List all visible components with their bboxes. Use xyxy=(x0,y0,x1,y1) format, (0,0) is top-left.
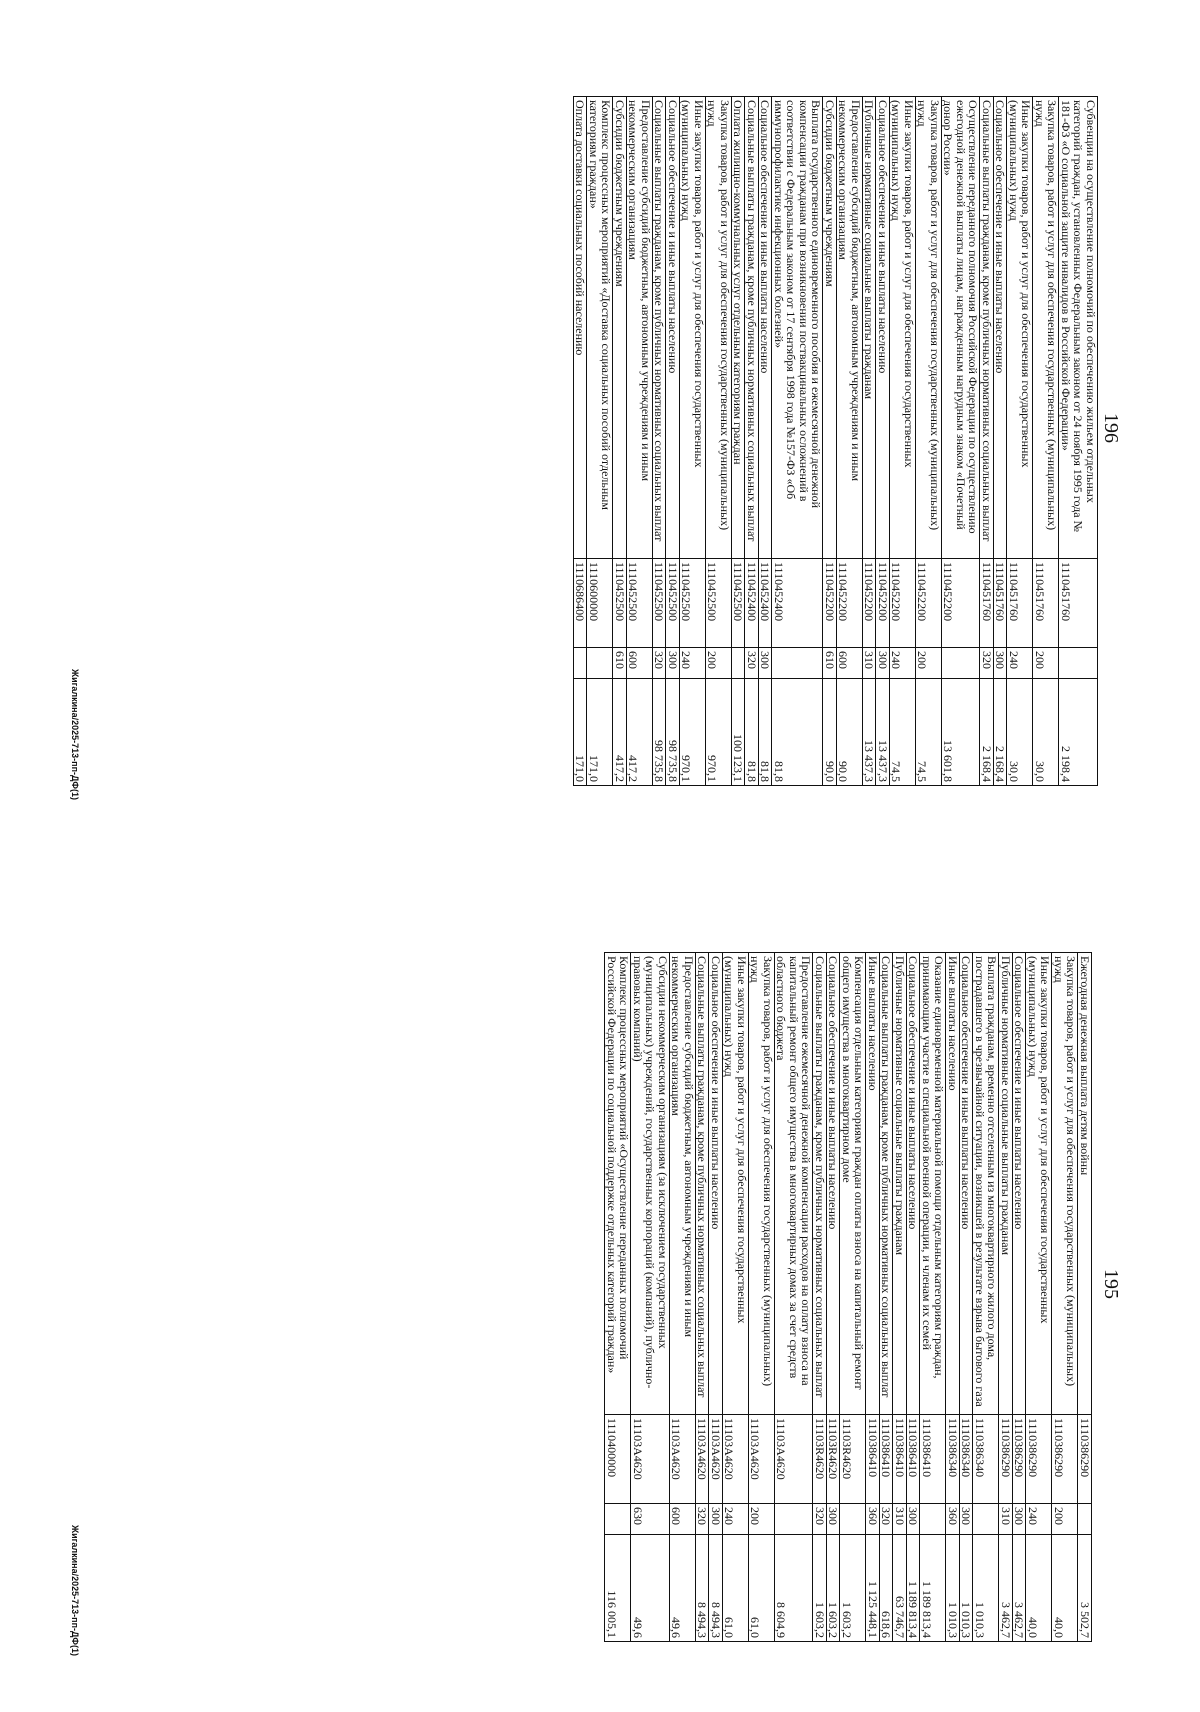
cell-code: 11103A4620 xyxy=(709,1415,723,1504)
cell-sum: 13 437,3 xyxy=(863,679,877,786)
cell-code: 1110452200 xyxy=(837,559,863,648)
table-row xyxy=(732,97,746,786)
cell-name: Оплата жилищно-коммунальных услуг отдельным категориям граждан xyxy=(732,97,746,559)
table-row xyxy=(866,953,880,1642)
cell-code: 1110386290 xyxy=(1013,1415,1027,1504)
cell-vr: 610 xyxy=(613,648,627,679)
cell-vr: 240 xyxy=(890,648,916,679)
table-row xyxy=(772,97,823,786)
budget-table xyxy=(605,952,1093,1642)
cell-sum: 13 437,3 xyxy=(876,679,890,786)
table-row xyxy=(863,97,877,786)
cell-name: Закупка товаров, работ и услуг для обеспечения государственных (муниципальных) нужд xyxy=(706,97,732,559)
cell-sum: 2 198,4 xyxy=(1059,679,1098,786)
cell-code: 1110386410 xyxy=(880,1415,894,1504)
table-row xyxy=(670,953,696,1642)
cell-name: Социальное обеспечение и иные выплаты населению xyxy=(876,97,890,559)
table-row xyxy=(890,97,916,786)
cell-sum: 63 746,7 xyxy=(893,1535,907,1642)
cell-sum: 90,0 xyxy=(823,679,837,786)
cell-sum: 171,0 xyxy=(587,679,613,786)
cell-code: 1110386410 xyxy=(866,1415,880,1504)
cell-code: 1110452500 xyxy=(680,559,706,648)
cell-code: 1110386340 xyxy=(960,1415,974,1504)
cell-name: Иные закупки товаров, работ и услуг для обеспечения государственных (муниципальных) нужд xyxy=(680,97,706,559)
cell-vr xyxy=(587,648,613,679)
cell-code: 1110451760 xyxy=(994,559,1008,648)
cell-code: 1110452500 xyxy=(613,559,627,648)
cell-name: Субсидии бюджетным учреждениям xyxy=(613,97,627,559)
cell-sum: 81,8 xyxy=(772,679,823,786)
cell-sum: 1 125 448,1 xyxy=(866,1535,880,1642)
cell-sum: 61,0 xyxy=(723,1535,749,1642)
cell-name: Социальные выплаты гражданам, кроме публичных нормативных социальных выплат xyxy=(745,97,759,559)
cell-code: 1110451760 xyxy=(1007,559,1033,648)
cell-vr xyxy=(973,1504,999,1535)
cell-name: Иные закупки товаров, работ и услуг для обеспечения государственных (муниципальных) нужд xyxy=(723,953,749,1415)
cell-sum: 40,0 xyxy=(1026,1535,1052,1642)
cell-vr: 200 xyxy=(706,648,732,679)
table-row xyxy=(907,953,921,1642)
cell-code: 1110452400 xyxy=(772,559,823,648)
cell-name: Предоставление субсидий бюджетным, автономным учреждениям и иным некоммерческим организациям xyxy=(670,953,696,1415)
table-row xyxy=(587,97,613,786)
table-row xyxy=(946,953,960,1642)
cell-name: Компенсация отдельным категориям граждан оплаты взноса на капитальный ремонт общего имущества в многоквартирном доме xyxy=(840,953,866,1415)
cell-code: 1110451760 xyxy=(1033,559,1059,648)
cell-code: 1110386340 xyxy=(946,1415,960,1504)
table-row xyxy=(749,953,775,1642)
cell-name: Ежегодная денежная выплата детям войны xyxy=(1078,953,1092,1415)
cell-sum: 81,8 xyxy=(745,679,759,786)
cell-vr: 320 xyxy=(880,1504,894,1535)
table-row xyxy=(706,97,732,786)
cell-code: 1110452500 xyxy=(706,559,732,648)
cell-vr: 300 xyxy=(876,648,890,679)
cell-sum: 171,0 xyxy=(574,679,588,786)
cell-name: Закупка товаров, работ и услуг для обеспечения государственных (муниципальных) нужд xyxy=(1033,97,1059,559)
cell-name: Социальные выплаты гражданам, кроме публичных нормативных социальных выплат xyxy=(696,953,710,1415)
cell-sum: 49,6 xyxy=(670,1535,696,1642)
cell-name: Выплата гражданам, временно отселенным из многоквартирного жилого дома, пострадавшего в чрезвычайной ситуации, возникшей в результате взрыва бытового газа xyxy=(973,953,999,1415)
cell-code: 1110452200 xyxy=(863,559,877,648)
cell-vr: 200 xyxy=(1052,1504,1078,1535)
cell-sum: 30,0 xyxy=(1007,679,1033,786)
cell-code: 11103R4620 xyxy=(840,1415,866,1504)
cell-name: Социальное обеспечение и иные выплаты населению xyxy=(907,953,921,1415)
cell-name: Оказание единовременной материальной помощи отдельным категориям граждан, принимающим участие в специальной военной операции, и членам их семей xyxy=(920,953,946,1415)
cell-name: Социальные выплаты гражданам, кроме публичных нормативных социальных выплат xyxy=(880,953,894,1415)
cell-sum: 49,6 xyxy=(631,1535,670,1642)
cell-code: 11103A4620 xyxy=(631,1415,670,1504)
table-row xyxy=(876,97,890,786)
cell-code: 11103A4620 xyxy=(723,1415,749,1504)
cell-sum: 417,2 xyxy=(627,679,653,786)
cell-sum: 116 005,1 xyxy=(605,1535,631,1642)
cell-code: 11103A4620 xyxy=(775,1415,814,1504)
cell-sum: 1 189 813,4 xyxy=(907,1535,921,1642)
cell-name: Социальное обеспечение и иные выплаты населению xyxy=(827,953,841,1415)
cell-sum: 74,5 xyxy=(916,679,942,786)
cell-vr xyxy=(1078,1504,1092,1535)
table-row xyxy=(1007,97,1033,786)
cell-code: 11103R4620 xyxy=(827,1415,841,1504)
cell-code: 1110452200 xyxy=(916,559,942,648)
table-row xyxy=(1052,953,1078,1642)
table-row xyxy=(880,953,894,1642)
cell-sum: 3 462,7 xyxy=(999,1535,1013,1642)
cell-vr xyxy=(942,648,981,679)
cell-vr xyxy=(775,1504,814,1535)
cell-sum: 1 010,3 xyxy=(946,1535,960,1642)
cell-sum: 1 603,2 xyxy=(813,1535,827,1642)
cell-sum: 970,1 xyxy=(706,679,732,786)
table-row xyxy=(1059,97,1098,786)
table-row xyxy=(680,97,706,786)
cell-sum: 8 494,3 xyxy=(709,1535,723,1642)
cell-vr: 360 xyxy=(946,1504,960,1535)
cell-vr: 600 xyxy=(627,648,653,679)
cell-code: 1110451760 xyxy=(980,559,994,648)
cell-sum: 970,1 xyxy=(680,679,706,786)
cell-name: Публичные нормативные социальные выплаты гражданам xyxy=(893,953,907,1415)
cell-name: Социальные выплаты гражданам, кроме публичных нормативных социальных выплат xyxy=(980,97,994,559)
cell-name: Социальные выплаты гражданам, кроме публичных нормативных социальных выплат xyxy=(653,97,667,559)
table-row xyxy=(813,953,827,1642)
cell-vr: 240 xyxy=(1007,648,1033,679)
cell-sum: 8 604,9 xyxy=(775,1535,814,1642)
cell-sum: 2 168,4 xyxy=(994,679,1008,786)
cell-name: Иные выплаты населению xyxy=(946,953,960,1415)
cell-code: 1110386410 xyxy=(893,1415,907,1504)
cell-name: Социальное обеспечение и иные выплаты населению xyxy=(994,97,1008,559)
cell-name: Субсидии бюджетным учреждениям xyxy=(823,97,837,559)
table-row xyxy=(574,97,588,786)
cell-vr: 310 xyxy=(863,648,877,679)
cell-vr: 240 xyxy=(680,648,706,679)
cell-name: Публичные нормативные социальные выплаты гражданам xyxy=(863,97,877,559)
cell-code: 1110400000 xyxy=(605,1415,631,1504)
cell-vr: 320 xyxy=(653,648,667,679)
cell-name: Социальное обеспечение и иные выплаты населению xyxy=(1013,953,1027,1415)
cell-code: 1110386410 xyxy=(907,1415,921,1504)
cell-vr: 630 xyxy=(631,1504,670,1535)
footer-code: Жигалкина/2025-713-пп-ДФ(1) xyxy=(70,669,80,800)
cell-code: 1110386290 xyxy=(1026,1415,1052,1504)
cell-sum: 100 123,1 xyxy=(732,679,746,786)
cell-name: Выплата государственного единовременного пособия и ежемесячной денежной компенсации гражданам при возникновении поствакцинальных осложнений в соответствии с Федеральным законом от 17 сентября 1998 года №157-ФЗ «Об иммунопрофилактике инфекционных болезней» xyxy=(772,97,823,559)
cell-sum: 13 601,8 xyxy=(942,679,981,786)
cell-sum: 40,0 xyxy=(1052,1535,1078,1642)
cell-vr: 600 xyxy=(670,1504,696,1535)
table-row xyxy=(1078,953,1092,1642)
cell-sum: 30,0 xyxy=(1033,679,1059,786)
cell-name: Публичные нормативные социальные выплаты гражданам xyxy=(999,953,1013,1415)
cell-vr: 200 xyxy=(1033,648,1059,679)
page-number: 196 xyxy=(1100,413,1122,443)
cell-vr xyxy=(920,1504,946,1535)
cell-vr: 610 xyxy=(823,648,837,679)
cell-name: Комплекс процессных мероприятий «Осуществление переданных полномочий Российской Федерации по социальной поддержке отдельных категорий граждан» xyxy=(605,953,631,1415)
cell-code: 11103A4620 xyxy=(670,1415,696,1504)
cell-code: 1110452200 xyxy=(876,559,890,648)
cell-vr: 240 xyxy=(723,1504,749,1535)
cell-sum: 3 502,7 xyxy=(1078,1535,1092,1642)
cell-code: 1110686400 xyxy=(574,559,588,648)
footer-code: Жигалкина/2025-713-пп-ДФ(1) xyxy=(70,1525,80,1656)
table-row xyxy=(823,97,837,786)
table-row xyxy=(631,953,670,1642)
cell-code: 1110452500 xyxy=(666,559,680,648)
cell-sum: 74,5 xyxy=(890,679,916,786)
cell-vr: 300 xyxy=(759,648,773,679)
cell-vr: 360 xyxy=(866,1504,880,1535)
table-row xyxy=(605,953,631,1642)
cell-name: Субсидии некоммерческим организациям (за исключением государственных (муниципальных) учреждений, государственных корпораций (компаний), публично-правовых компаний) xyxy=(631,953,670,1415)
cell-sum: 1 603,2 xyxy=(827,1535,841,1642)
cell-code: 11103A4620 xyxy=(696,1415,710,1504)
cell-code: 1110386340 xyxy=(973,1415,999,1504)
cell-name: Субвенции на осуществление полномочий по обеспечению жильем отдельных категорий граждан, установленных Федеральным законом от 24 ноября 1995 года № 181-ФЗ «О социальной защите инвалидов в Российской Федерации» xyxy=(1059,97,1098,559)
cell-name: Закупка товаров, работ и услуг для обеспечения государственных (муниципальных) нужд xyxy=(1052,953,1078,1415)
table-row xyxy=(745,97,759,786)
cell-name: Социальные выплаты гражданам, кроме публичных нормативных социальных выплат xyxy=(813,953,827,1415)
table-row xyxy=(840,953,866,1642)
table-row xyxy=(999,953,1013,1642)
cell-name: Предоставление субсидий бюджетным, автономным учреждениям и иным некоммерческим организациям xyxy=(627,97,653,559)
cell-name: Комплекс процессных мероприятий «Доставка социальных пособий отдельным категориям граждан» xyxy=(587,97,613,559)
cell-name: Иные закупки товаров, работ и услуг для обеспечения государственных (муниципальных) нужд xyxy=(1026,953,1052,1415)
table-row xyxy=(920,953,946,1642)
cell-code: 11103A4620 xyxy=(749,1415,775,1504)
cell-vr xyxy=(574,648,588,679)
cell-name: Предоставление ежемесячной денежной компенсации расходов на оплату взноса на капитальный ремонт общего имущества в многоквартирных домах за счет средств областного бюджета xyxy=(775,953,814,1415)
cell-vr: 310 xyxy=(999,1504,1013,1535)
cell-code: 1110452400 xyxy=(759,559,773,648)
cell-code: 1110452200 xyxy=(942,559,981,648)
cell-name: Предоставление субсидий бюджетным, автономным учреждениям и иным некоммерческим организациям xyxy=(837,97,863,559)
cell-vr: 300 xyxy=(907,1504,921,1535)
cell-vr xyxy=(772,648,823,679)
cell-code: 1110452200 xyxy=(890,559,916,648)
cell-vr: 320 xyxy=(696,1504,710,1535)
cell-vr: 300 xyxy=(994,648,1008,679)
cell-sum: 1 189 813,4 xyxy=(920,1535,946,1642)
cell-code: 1110386290 xyxy=(999,1415,1013,1504)
budget-table xyxy=(573,96,1098,786)
cell-code: 1110386290 xyxy=(1078,1415,1092,1504)
cell-vr: 320 xyxy=(745,648,759,679)
table-row xyxy=(723,953,749,1642)
table-row xyxy=(827,953,841,1642)
table-row xyxy=(613,97,627,786)
cell-sum: 81,8 xyxy=(759,679,773,786)
cell-vr xyxy=(1059,648,1098,679)
cell-sum: 1 010,3 xyxy=(973,1535,999,1642)
cell-code: 1110600000 xyxy=(587,559,613,648)
cell-sum: 2 168,4 xyxy=(980,679,994,786)
cell-code: 1110452500 xyxy=(653,559,667,648)
cell-vr: 200 xyxy=(916,648,942,679)
cell-name: Иные закупки товаров, работ и услуг для обеспечения государственных (муниципальных) нужд xyxy=(1007,97,1033,559)
cell-sum: 417,2 xyxy=(613,679,627,786)
cell-name: Оплата доставки социальных пособий населению xyxy=(574,97,588,559)
page-number: 195 xyxy=(1100,1269,1122,1299)
cell-code: 1110452200 xyxy=(823,559,837,648)
table-row xyxy=(942,97,981,786)
cell-sum: 1 603,2 xyxy=(840,1535,866,1642)
cell-sum: 618,6 xyxy=(880,1535,894,1642)
cell-sum: 90,0 xyxy=(837,679,863,786)
cell-sum: 98 735,8 xyxy=(666,679,680,786)
table-row xyxy=(916,97,942,786)
table-row xyxy=(1026,953,1052,1642)
table-row xyxy=(893,953,907,1642)
cell-sum: 1 010,3 xyxy=(960,1535,974,1642)
cell-vr xyxy=(605,1504,631,1535)
cell-name: Иные закупки товаров, работ и услуг для обеспечения государственных (муниципальных) нужд xyxy=(890,97,916,559)
cell-vr: 310 xyxy=(893,1504,907,1535)
cell-vr: 200 xyxy=(749,1504,775,1535)
cell-vr: 300 xyxy=(960,1504,974,1535)
page-195 xyxy=(0,856,1200,1712)
cell-code: 11103R4620 xyxy=(813,1415,827,1504)
cell-name: Социальное обеспечение и иные выплаты населению xyxy=(759,97,773,559)
cell-name: Закупка товаров, работ и услуг для обеспечения государственных (муниципальных) нужд xyxy=(749,953,775,1415)
table-row xyxy=(960,953,974,1642)
table-row xyxy=(666,97,680,786)
cell-vr: 600 xyxy=(837,648,863,679)
table-row xyxy=(980,97,994,786)
cell-name: Социальное обеспечение и иные выплаты населению xyxy=(960,953,974,1415)
table-row xyxy=(696,953,710,1642)
cell-name: Закупка товаров, работ и услуг для обеспечения государственных (муниципальных) нужд xyxy=(916,97,942,559)
cell-code: 1110452500 xyxy=(732,559,746,648)
cell-name: Социальное обеспечение и иные выплаты населению xyxy=(709,953,723,1415)
cell-vr xyxy=(840,1504,866,1535)
cell-vr: 300 xyxy=(709,1504,723,1535)
table-row xyxy=(709,953,723,1642)
cell-name: Осуществление переданного полномочия Российской Федерации по осуществлению ежегодной денежной выплаты лицам, награжденным нагрудным знаком «Почетный донор России» xyxy=(942,97,981,559)
table-row xyxy=(1033,97,1059,786)
table-row xyxy=(759,97,773,786)
table-row xyxy=(653,97,667,786)
cell-sum: 8 494,3 xyxy=(696,1535,710,1642)
cell-code: 1110451760 xyxy=(1059,559,1098,648)
cell-code: 1110452400 xyxy=(745,559,759,648)
cell-code: 1110386410 xyxy=(920,1415,946,1504)
cell-name: Социальное обеспечение и иные выплаты населению xyxy=(666,97,680,559)
cell-vr: 320 xyxy=(813,1504,827,1535)
cell-sum: 61,0 xyxy=(749,1535,775,1642)
cell-name: Иные выплаты населению xyxy=(866,953,880,1415)
table-row xyxy=(1013,953,1027,1642)
table-row xyxy=(994,97,1008,786)
cell-sum: 98 735,8 xyxy=(653,679,667,786)
cell-vr: 320 xyxy=(980,648,994,679)
table-row xyxy=(627,97,653,786)
cell-code: 1110386290 xyxy=(1052,1415,1078,1504)
cell-vr: 300 xyxy=(827,1504,841,1535)
cell-vr: 240 xyxy=(1026,1504,1052,1535)
table-row xyxy=(775,953,814,1642)
cell-vr: 300 xyxy=(666,648,680,679)
table-row xyxy=(837,97,863,786)
cell-vr: 300 xyxy=(1013,1504,1027,1535)
cell-code: 1110452500 xyxy=(627,559,653,648)
cell-vr xyxy=(732,648,746,679)
table-row xyxy=(973,953,999,1642)
cell-sum: 3 462,7 xyxy=(1013,1535,1027,1642)
